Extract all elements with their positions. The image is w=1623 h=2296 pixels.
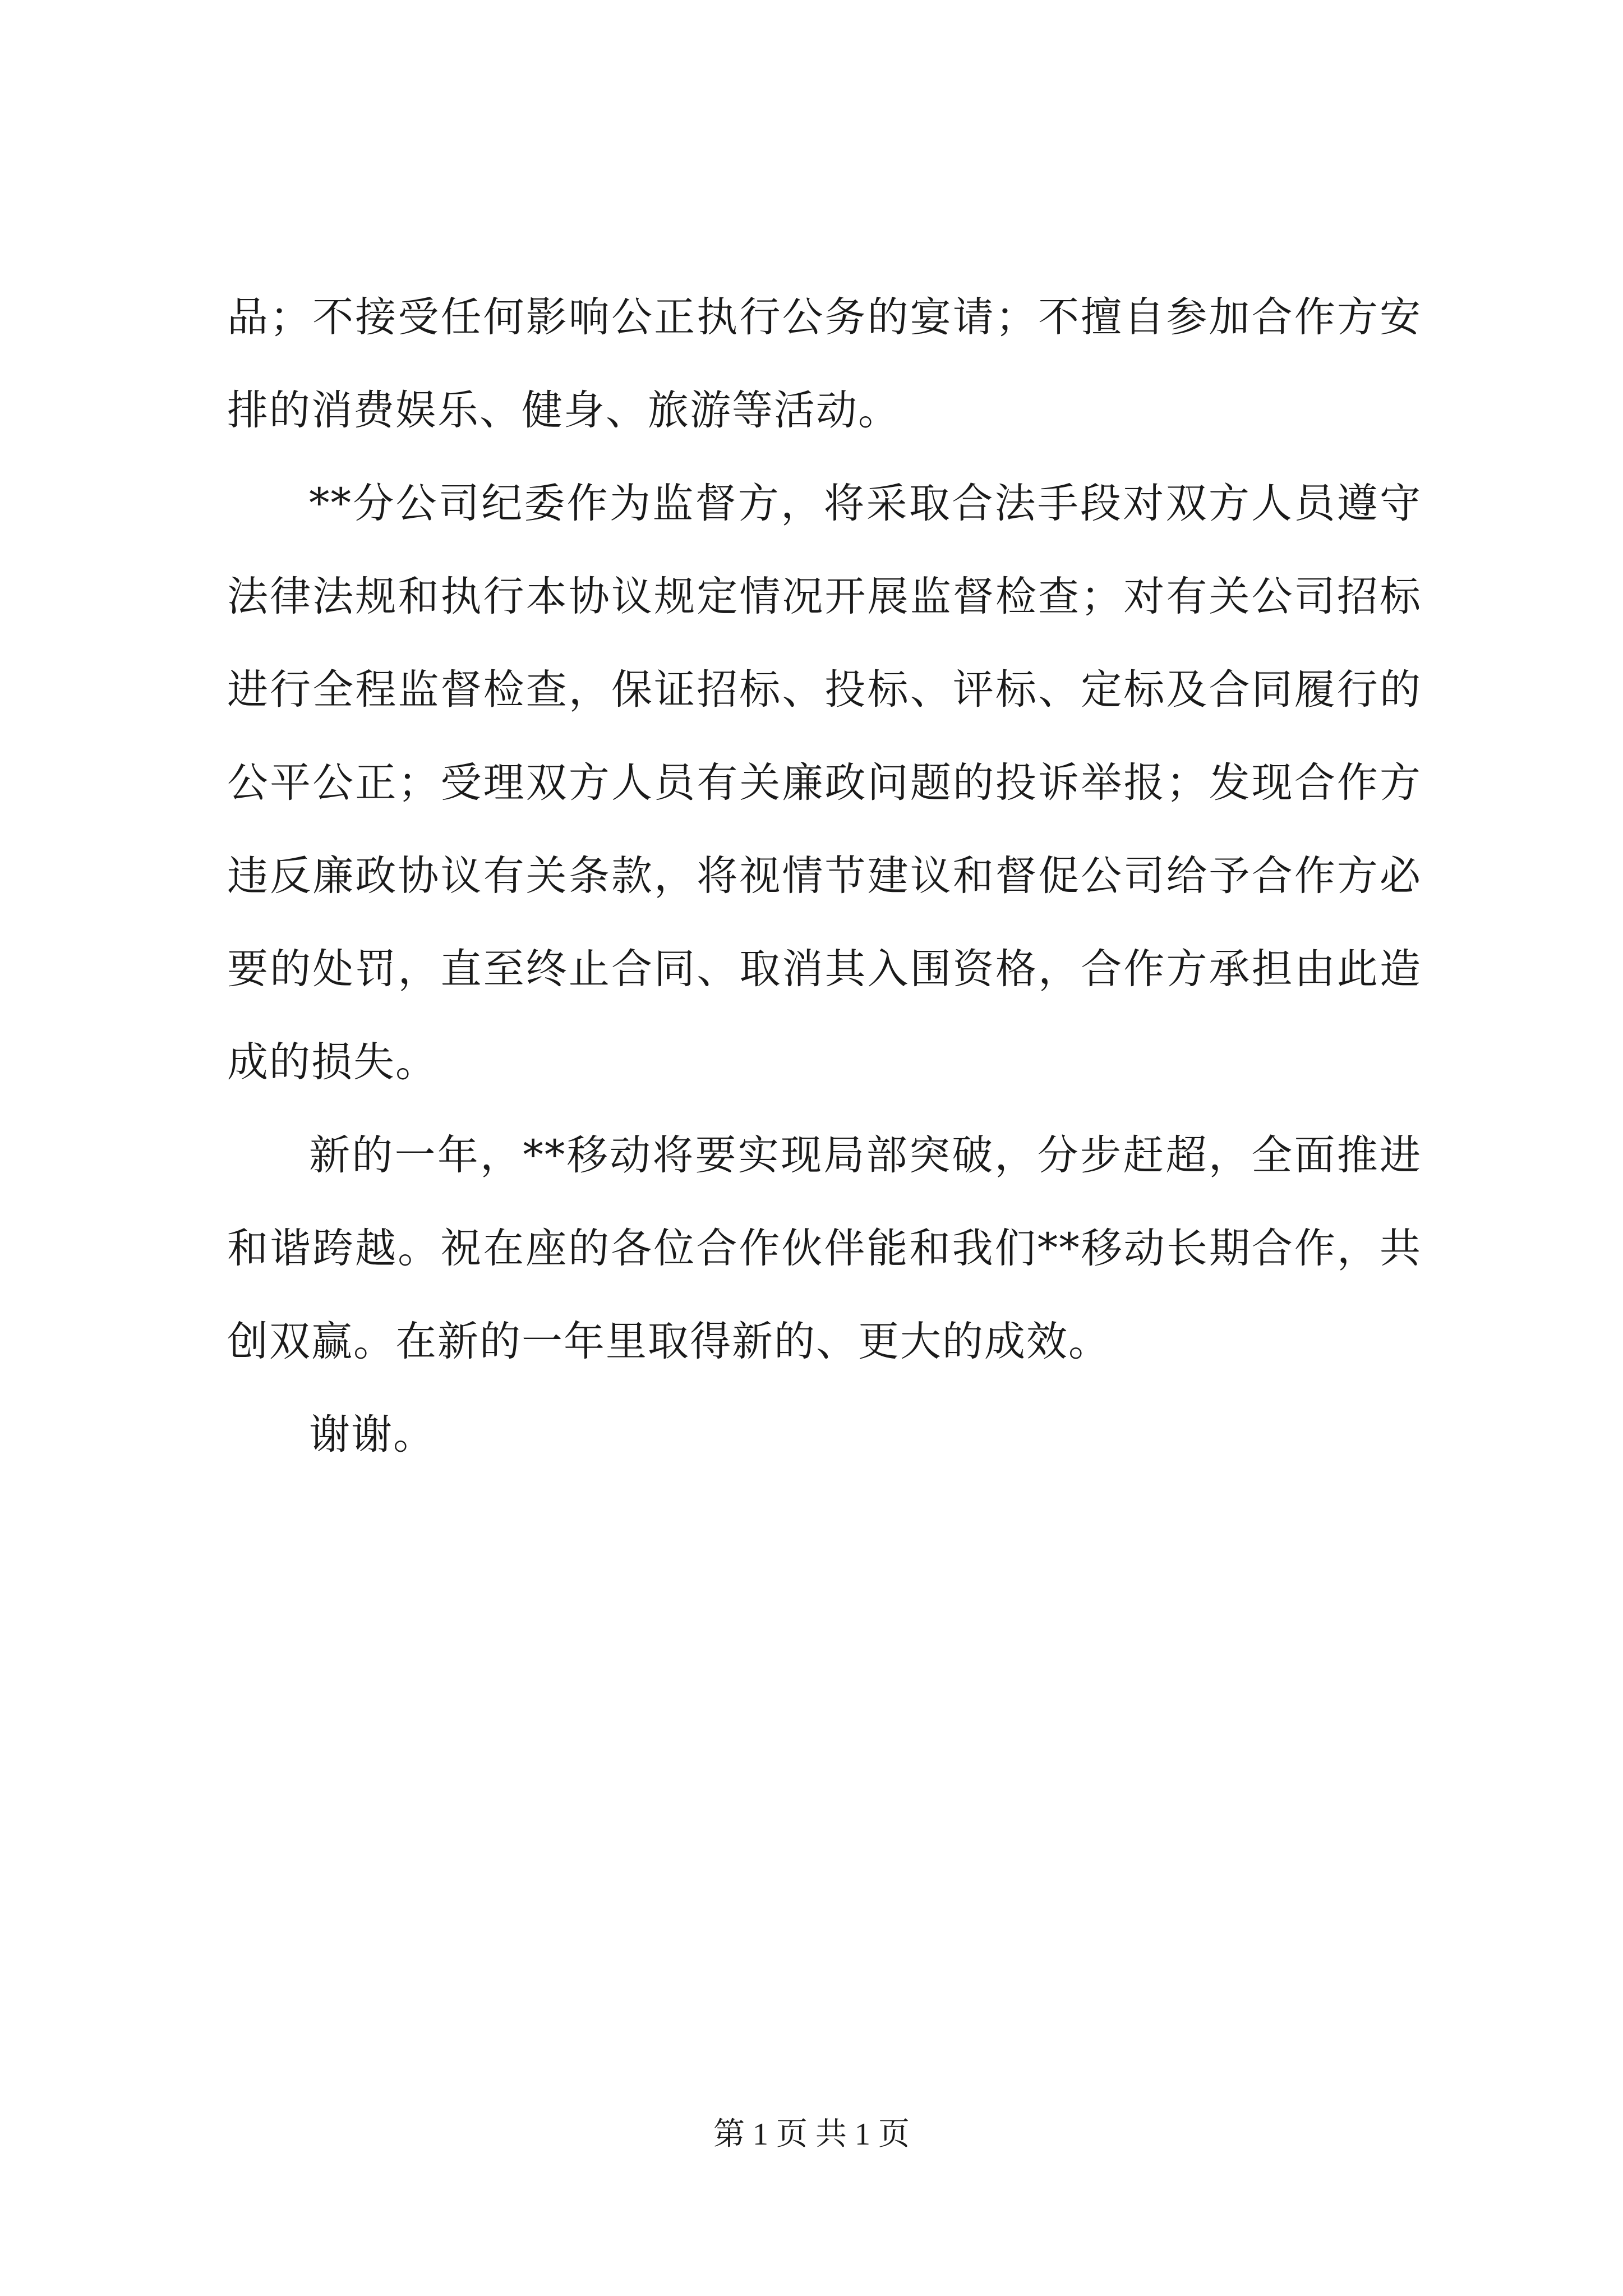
paragraph-thanks: 谢谢。 — [309, 1411, 435, 1458]
paragraph-new-year: 新的一年，**移动将要实现局部突破，分步赶超，全面推进和谐跨越。祝在座的各位合作伙伴能和我们**移动长期合作，共创双赢。在新的一年里取得新的、更大的成效。 — [227, 1131, 1422, 1365]
document-body — [227, 271, 1422, 1481]
paragraph-continuation: 品；不接受任何影响公正执行公务的宴请；不擅自参加合作方安排的消费娱乐、健身、旅游等活动。 — [227, 293, 1422, 434]
paragraph-supervision: **分公司纪委作为监督方，将采取合法手段对双方人员遵守法律法规和执行本协议规定情况开展监督检查；对有关公司招标进行全程监督检查，保证招标、投标、评标、定标及合同履行的公平公正；受理双方人员有关廉政问题的投诉举报；发现合作方违反廉政协议有关条款，将视情节建议和督促公司给予合作方必要的处罚，直至终止合同、取消其入围资格，合作方承担由此造成的损失。 — [227, 480, 1422, 1086]
page-footer: 第 1 页 共 1 页 — [713, 2117, 910, 2152]
